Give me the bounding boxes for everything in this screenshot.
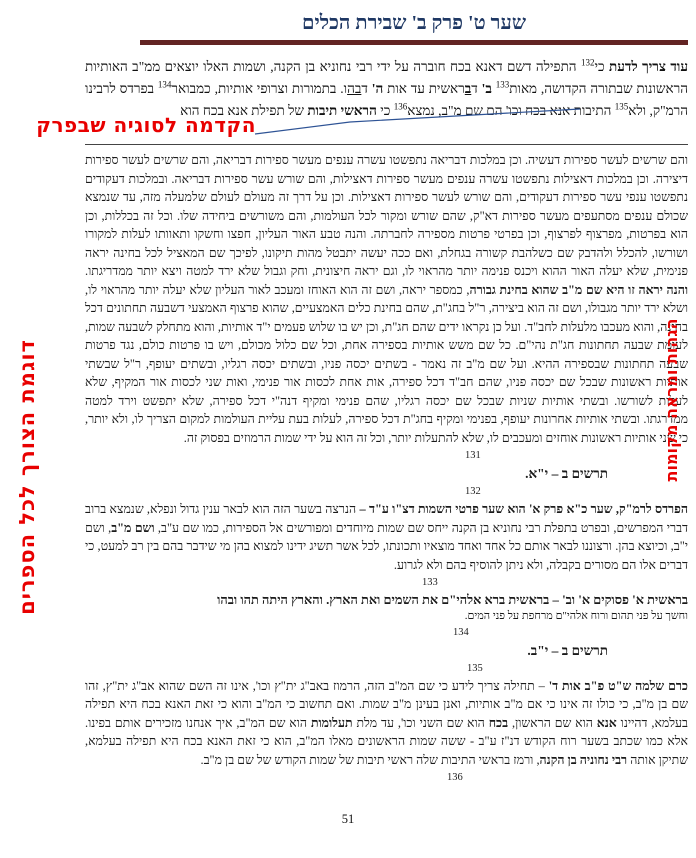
diagram-heading-11: תרשים ב – י"א. — [525, 466, 608, 481]
footnote-number-132: 132 — [465, 486, 481, 497]
footnote-number-134: 134 — [453, 626, 469, 638]
main-text-paragraph: עוד צריך לדעת כי$^{132}$ התפילה דשם דאנא בכח חוברה על ידי רבי נחוניא בן הקנה, ושמות האלו יוצאים ממ"ב האותיות הראשונות שבתורה הקדושה, מאות$^{133}$ ב' דבראשית עד אות ה' דבהו. בתמורות וצרופי אותיות, כמבואר$^{134}$ בפרדס לרבינו הרמ"ק, ולא$^{135}$ התיבות אנא בכח וכו' הם שם מ"ב, נמצא$^{136}$ כי הראשי תיבות של תפילת אנא בכח הוא — [85, 57, 688, 118]
diagram-heading-12: תרשים ב – י"ב. — [527, 642, 608, 658]
footnote-number-135: 135 — [467, 662, 483, 674]
verse-text-line2: וחשך על פני תהום ורוח אלהי"ם מרחפת על פני המים. — [464, 610, 688, 622]
footnote-131-text: והם שרשים לעשר ספירות דעשיה. וכן במלכות דבריאה נתפשטו עשרה ענפים מעשר ספירות דבריאה, והם שרשים לעשר ספירות דיצירה. וכן במלכות דאצילות נתפשטו עשרה ענפים מעשר ספירות דאצילות, והם שורש עשר ספירות דבריאה. ובמלכות דעקודים נתפשטו ענפי עשר ספירות דעקודים, והם שורש לעשר ספירות דאצילות. וכן על דרך זה מעולם לעולם שלמעלה מזה, עד שנמצא שכולם ענפים מסתעפים מעשר ספירות דא"ק, שהם שורש ומקור לכל העולמות, והם משורשים ביחידה שלו. וכל זה בכללות, וכן הוא בפרטות, מפרצוף לפרצוף, וכן בפרטי פרטות מספירה לחברתה. והנה טבע האור העליון, חפצו וחשקו ותאוותו לעלות למקורו ושורשו, להכלל ולהדבק שם כשלהבת קשורה בגחלת, ואם ככה יעשה יתבטל מהות תיקונו, לפיכך שם המאציל לכל בחינה יראה פנימית, שלא יעלה האור ההוא ויכנס פנימה יותר מהראוי לו, וגם יראה חיצונית, וחק וגבול שלא ירד למטה ויצא יותר ממדריגתו. והנה יראה זו היא שם מ"ב שהוא בחינת גבורה, כמספר יראה, ושם זה הוא האוחז ומעכב לאור העליון שלא יעלה יותר מהראוי לו, ושלא ירד יותר מגבולו, ושם זה הוא ביצירה, ר"ל בחג"ת, שהם בחינת כלים האמצעיים, שהוא פרצוף האמצעי דשבעה תחתונים דכל בחינה, והוא מעכבו מלעלות לחב"ד. ועל כן נקראו ידים שהם חג"ת, וכן יש בו שלוש פעמים י"ד אותיות, והוא מתחלק לשבעה שמות, לעומת שבעה תחתונות חג"ת נהי"ם. כל שם משש אותיות בספירה אחת, וכל שם כלול מכולם, ויש בו פרטות כולם, נגד פרטות שבעה תחתונות שבספירה ההיא. ועל שם מ"ב זה נאמר - בשתים יכסה פניו, ובשתים יכסה רגליו, ובשתים יעופף, ר"ל שבשתי אותיות ראשונות שבכל שם יכסה פניו, שהם חב"ד דכל ספירה, אות אחת לכסות אור פנימי, ואות שני לכסות אור המקיף, שלא לעלות לשורשו. ובשתי אותיות שניות שבכל שם יכסה רגליו, שהם פנימי ומקיף דנה"י דכל ספירה, שלא יתפשט וירד למטה ממדרגתו. ובשתי אותיות אחרונות יעופף, בפנימי ומקיף בחג"ת דכל ספירה, לעלות בעת עליית העולמות למקום הצריך לו, ולא יותר, כי שני אותיות ראשונות אוחזים ומעכבים לו, שלא להתעלות יותר, וכל זה הוא על ידי שמות הרמוזים בפסוק זה. — [85, 153, 689, 445]
verse-text-line1: בראשית א' פסוקים א' וב' – בראשית ברא אלהי"ם את השמים ואת הארץ. והארץ היתה תהו ובהו — [217, 593, 688, 607]
footnote-number-131: 131 — [465, 450, 481, 461]
footnote-separator — [85, 144, 688, 145]
footnotes-section — [85, 151, 688, 786]
footnote-135-text: כרם שלמה ש"ט פ"ב אות ד' – תחילה צריך לידע כי שם המ"ב הזה, הרמוז באב"ג ית"ץ וכו', אינו זה השם שהוא אב"ג ית"ץ, זהו שם בן מ"ב, כי כולו זה אינו כי אם מ"ב אותיות, ואנן בעינן מ"ב שמות. ואם תחשוב כי המ"ב והוא כי זאת האנא בכח היא תפילה בעלמא, דהיינו אנא הוא שם הראשון, בכח הוא שם השני וכו', עד מלת תעלומות הוא שם המ"ב, איך אנחנו מזכירים אותם בפינו. אלא כמו שכתב בשער רוח הקודש דנ"ז ע"ב - ששה שמות הראשונים מאלו המ"ב, הוא כי זאת האנא בכח היא תפילה בעלמא, שתיקן אותה רבי נחוניה בן הקנה, ורמז בראשי התיבות שלה ראשי תיבות של שמות הקודש של שם בן מ"ב. — [85, 678, 689, 767]
page-number: 51 — [341, 812, 355, 826]
left-margin-annotation: דוגמת הצורך לכל הספרים — [15, 339, 39, 615]
footnote-132-text: הפרדס לרמ"ק, שער כ"א פרק א' הוא שער פרטי השמות דצ"ו ע"ד – הנרצה בשער הזה הוא לבאר ענין גדול ונפלא, שנמצא ברוב דברי המפרשים, ובפרט בתפלת רבי נחוניא בן הקנה ייחס שם שמות מיוחדים ומפורשים אל הספירות, כמו שם ע"ב, ושם מ"ב, ושם י"ב, וכיוצא בהן. ורצוננו לבאר אותם כל אחד ואחד מוצאיו ותכונתו, לכל אשר תשיג ידינו למצוא בהן מי שידבר בהם בין רב למעט, כי דברים אלו הם מסורים בקבלה, ולא ניתן להוסיף בהם ולא לגרוע. — [85, 502, 689, 572]
callout-line — [250, 103, 585, 141]
page-title: שער ט' פרק ב' שבירת הכלים — [140, 12, 688, 45]
footnote-number-136: 136 — [447, 772, 463, 783]
footnote-number-133: 133 — [422, 577, 438, 588]
intro-annotation: הקדמה לסוגיה שבפרק — [36, 113, 256, 137]
right-margin-annotation: הגהות ומראה מקומות — [662, 318, 681, 482]
